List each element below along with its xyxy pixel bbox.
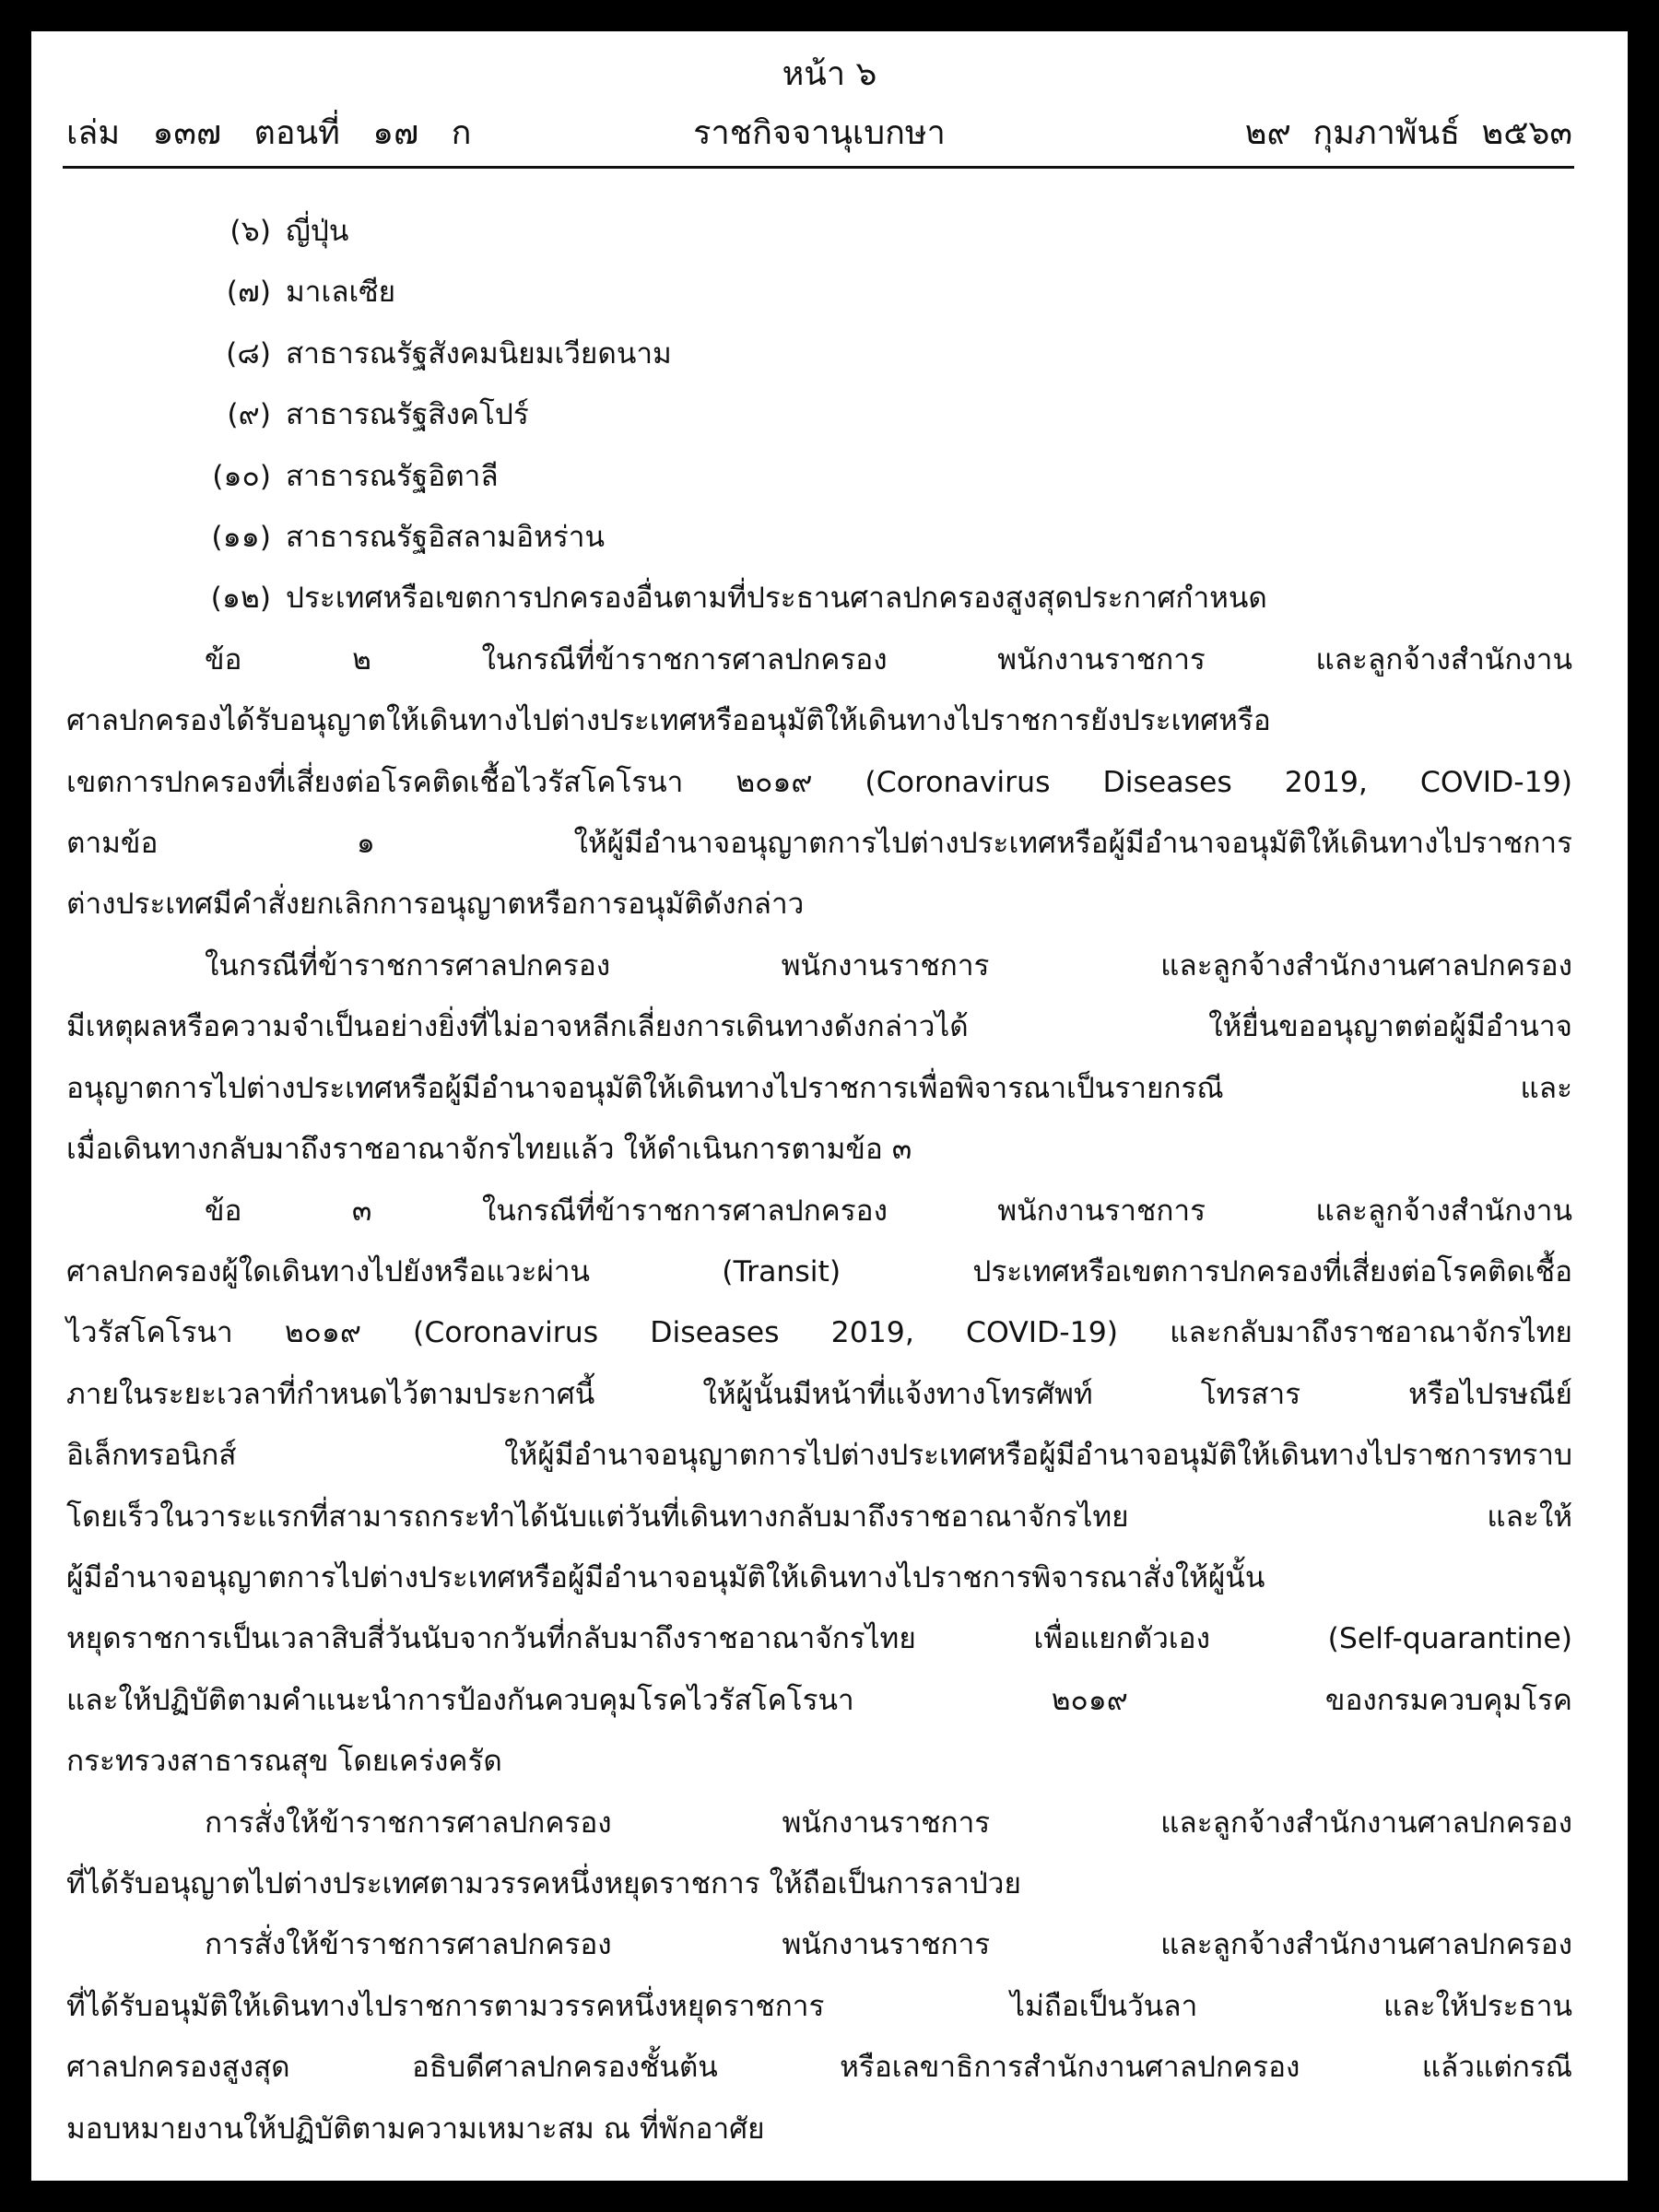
text-line: ผู้มีอำนาจอนุญาตการไปต่างประเทศหรือผู้มีอำนาจอนุมัติให้เดินทางไปราชการพิจารณาสั่งให้ผู้นั้น [66, 1560, 1265, 1594]
text-line: มีเหตุผลหรือความจำเป็นอย่างยิ่งที่ไม่อาจหลีกเลี่ยงการเดินทางดังกล่าวได้ ให้ยื่นขออนุญาตต่อผู้มีอำนาจ [66, 1010, 1572, 1044]
list-item-text: สาธารณรัฐสังคมนิยมเวียดนาม [286, 336, 672, 371]
text-line: การสั่งให้ข้าราชการศาลปกครอง พนักงานราชการ และลูกจ้างสำนักงานศาลปกครอง [205, 1928, 1572, 1962]
text-line: ที่ได้รับอนุมัติให้เดินทางไปราชการตามวรรคหนึ่งหยุดราชการ ไม่ถือเป็นวันลา และให้ประธาน [66, 1989, 1572, 2023]
list-item-text: ประเทศหรือเขตการปกครองอื่นตามที่ประธานศาลปกครองสูงสุดประกาศกำหนด [286, 582, 1267, 616]
list-item-number: (๑๐) [212, 459, 271, 493]
text-line: กระทรวงสาธารณสุข โดยเคร่งครัด [66, 1745, 502, 1779]
text-line: อนุญาตการไปต่างประเทศหรือผู้มีอำนาจอนุมัติให้เดินทางไปราชการเพื่อพิจารณาเป็นรายกรณี และ [66, 1071, 1572, 1105]
publication-title: ราชกิจจานุเบกษา [693, 114, 946, 152]
country-list-item [66, 446, 1572, 507]
country-list-item [66, 507, 1572, 568]
country-list-item [66, 384, 1572, 445]
official-travel-paragraph [66, 1914, 1572, 2159]
country-list-item [66, 324, 1572, 384]
gazette-page [31, 31, 1628, 2181]
text-line: เขตการปกครองที่เสี่ยงต่อโรคติดเชื้อไวรัสโคโรนา ๒๐๑๙ (Coronavirus Diseases 2019, COVID-19) [66, 765, 1572, 799]
list-item-text: ญี่ปุ่น [286, 215, 349, 248]
clause-2-second-paragraph [66, 935, 1572, 1181]
page-number: หน้า ๖ [782, 55, 877, 93]
text-line: ข้อ ๓ ในกรณีที่ข้าราชการศาลปกครอง พนักงานราชการ และลูกจ้างสำนักงาน [205, 1194, 1572, 1228]
clause-2-paragraph [66, 629, 1572, 935]
list-item-text: สาธารณรัฐสิงคโปร์ [286, 398, 529, 432]
country-list-item [66, 262, 1572, 323]
sick-leave-paragraph [66, 1793, 1572, 1915]
document-body [66, 201, 1572, 2159]
list-item-text: มาเลเซีย [286, 276, 396, 310]
list-item-number: (๗) [226, 276, 271, 310]
text-line: ในกรณีที่ข้าราชการศาลปกครอง พนักงานราชการ และลูกจ้างสำนักงานศาลปกครอง [205, 948, 1572, 982]
text-line: ไวรัสโคโรนา ๒๐๑๙ (Coronavirus Diseases 2019, COVID-19) และกลับมาถึงราชอาณาจักรไทย [66, 1316, 1572, 1350]
text-line: เมื่อเดินทางกลับมาถึงราชอาณาจักรไทยแล้ว ให้ดำเนินการตามข้อ ๓ [66, 1133, 912, 1167]
text-line: มอบหมายงานให้ปฏิบัติตามความเหมาะสม ณ ที่พักอาศัย [66, 2112, 765, 2146]
publication-date: ๒๙ กุมภาพันธ์ ๒๕๖๓ [1244, 114, 1572, 152]
volume-issue: เล่ม ๑๓๗ ตอนที่ ๑๗ ก [66, 114, 472, 152]
text-line: ศาลปกครองผู้ใดเดินทางไปยังหรือแวะผ่าน (Transit) ประเทศหรือเขตการปกครองที่เสี่ยงต่อโรคติดเชื้อ [66, 1254, 1572, 1288]
list-item-number: (๙) [227, 398, 271, 432]
list-item-number: (๖) [229, 215, 271, 248]
text-line: ต่างประเทศมีคำสั่งยกเลิกการอนุญาตหรือการอนุมัติดังกล่าว [66, 888, 805, 922]
text-line: และให้ปฏิบัติตามคำแนะนำการป้องกันควบคุมโรคไวรัสโคโรนา ๒๐๑๙ ของกรมควบคุมโรค [66, 1683, 1572, 1717]
country-list-item [66, 201, 1572, 262]
text-line: ภายในระยะเวลาที่กำหนดไว้ตามประกาศนี้ ให้ผู้นั้นมีหน้าที่แจ้งทางโทรศัพท์ โทรสาร หรือไปรษณีย์ [66, 1377, 1572, 1411]
clause-3-paragraph [66, 1181, 1572, 1793]
text-line: โดยเร็วในวาระแรกที่สามารถกระทำได้นับแต่วันที่เดินทางกลับมาถึงราชอาณาจักรไทย และให้ [66, 1500, 1572, 1534]
text-line: ศาลปกครองได้รับอนุญาตให้เดินทางไปต่างประเทศหรืออนุมัติให้เดินทางไปราชการยังประเทศหรือ [66, 704, 1271, 738]
list-item-number: (๑๒) [210, 582, 271, 616]
list-item-number: (๑๑) [211, 521, 271, 555]
text-line: อิเล็กทรอนิกส์ ให้ผู้มีอำนาจอนุญาตการไปต่างประเทศหรือผู้มีอำนาจอนุมัติให้เดินทางไปราชการทราบ [66, 1439, 1572, 1473]
text-line: หยุดราชการเป็นเวลาสิบสี่วันนับจากวันที่กลับมาถึงราชอาณาจักรไทย เพื่อแยกตัวเอง (Self-quarantine) [66, 1622, 1572, 1656]
list-item-number: (๘) [226, 336, 271, 371]
text-line: การสั่งให้ข้าราชการศาลปกครอง พนักงานราชการ และลูกจ้างสำนักงานศาลปกครอง [205, 1806, 1572, 1840]
header-divider [63, 166, 1574, 169]
text-line: ข้อ ๒ ในกรณีที่ข้าราชการศาลปกครอง พนักงานราชการ และลูกจ้างสำนักงาน [205, 642, 1572, 677]
text-line: ตามข้อ ๑ ให้ผู้มีอำนาจอนุญาตการไปต่างประเทศหรือผู้มีอำนาจอนุมัติให้เดินทางไปราชการ [66, 827, 1572, 861]
text-line: ที่ได้รับอนุญาตไปต่างประเทศตามวรรคหนึ่งหยุดราชการ ให้ถือเป็นการลาป่วย [66, 1866, 1021, 1900]
country-list-item [66, 568, 1572, 629]
text-line: ศาลปกครองสูงสุด อธิบดีศาลปกครองชั้นต้น หรือเลขาธิการสำนักงานศาลปกครอง แล้วแต่กรณี [66, 2051, 1572, 2085]
list-item-text: สาธารณรัฐอิตาลี [286, 459, 499, 493]
list-item-text: สาธารณรัฐอิสลามอิหร่าน [286, 521, 605, 555]
